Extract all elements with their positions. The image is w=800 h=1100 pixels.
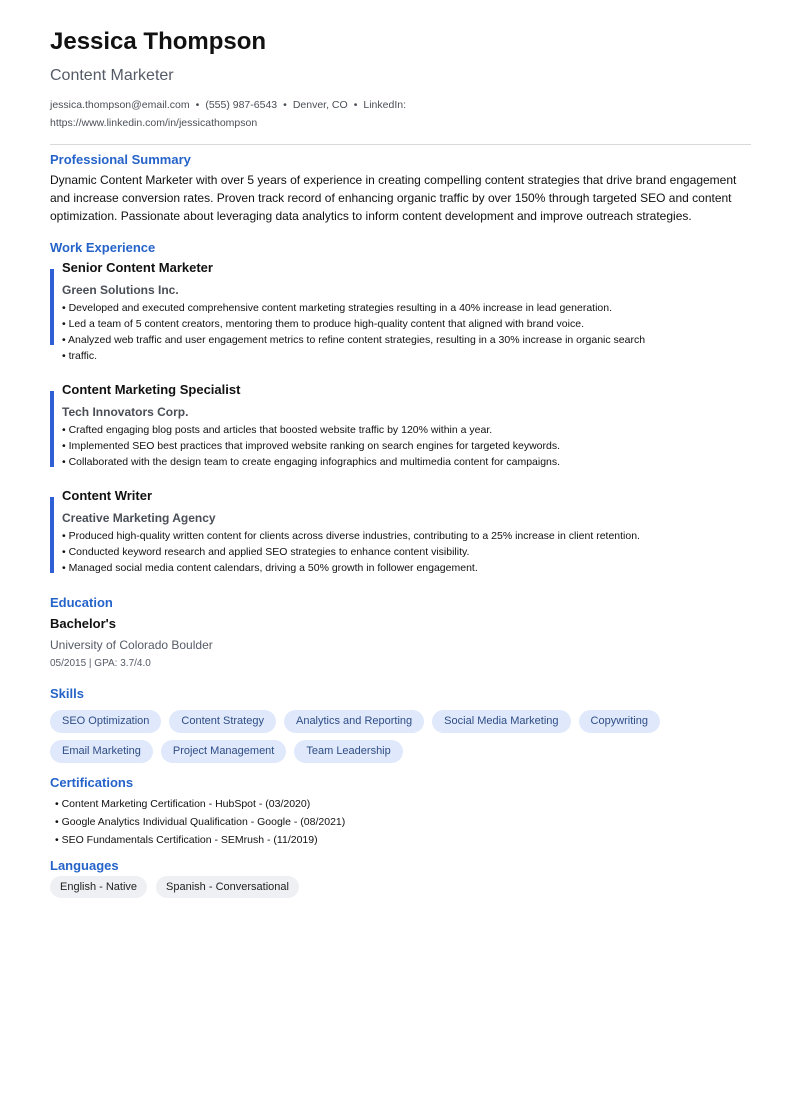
job-company: Green Solutions Inc.	[62, 283, 179, 297]
skills-list	[50, 710, 760, 770]
experience-heading: Work Experience	[50, 240, 156, 255]
skill-chip: Project Management	[161, 740, 287, 763]
linkedin-label: LinkedIn:	[363, 99, 406, 111]
list-item: • Analyzed web traffic and user engagement metrics to refine content strategies, resulting in a 30% increase in organic search	[62, 334, 646, 346]
separator: •	[283, 99, 287, 111]
list-item: • Managed social media content calendars, driving a 50% growth in follower engagement.	[62, 562, 478, 574]
skill-chip: Social Media Marketing	[432, 710, 570, 733]
job-bullets	[62, 300, 751, 364]
list-item: • Produced high-quality written content for clients across diverse industries, contributing to a 25% increase in client retention.	[62, 530, 640, 542]
list-item: • Conducted keyword research and applied SEO strategies to enhance content visibility.	[62, 546, 470, 558]
education-degree: Bachelor's	[50, 616, 116, 631]
job-title: Content Writer	[62, 488, 153, 503]
contact-info	[50, 96, 410, 132]
education-school: University of Colorado Boulder	[50, 638, 213, 652]
linkedin-url-link[interactable]: https://www.linkedin.com/in/jessicathompson	[50, 117, 258, 129]
location: Denver, CO	[292, 99, 348, 111]
job-title: Senior Content Marketer	[62, 260, 213, 275]
job-entry	[50, 382, 751, 470]
education-meta: 05/2015 | GPA: 3.7/4.0	[50, 658, 151, 669]
job-entry	[50, 260, 751, 364]
email-link[interactable]: jessica.thompson@email.com	[50, 99, 190, 111]
skills-heading: Skills	[50, 686, 84, 701]
job-bullets	[62, 528, 751, 576]
summary-text: Dynamic Content Marketer with over 5 years of experience in creating compelling content strategies that drive brand engagement and increase conversion rates. Proven track record of enhancing organic traffic by over 150% through targeted SEO and content optimization. Passionate about leveraging data analytics to inform content development and improve outreach strategies.	[50, 173, 737, 223]
list-item: • Led a team of 5 content creators, mentoring them to produce high-quality content that aligned with brand voice.	[62, 318, 584, 330]
list-item: • Content Marketing Certification - HubSpot - (03/2020)	[55, 798, 311, 810]
job-bullets	[62, 422, 751, 470]
languages-list	[50, 876, 751, 898]
skill-chip: Email Marketing	[50, 740, 153, 763]
skill-chip: Team Leadership	[294, 740, 402, 763]
skill-chip: SEO Optimization	[50, 710, 161, 733]
candidate-title: Content Marketer	[50, 67, 174, 84]
job-accent-bar	[50, 497, 54, 573]
candidate-name: Jessica Thompson	[50, 28, 267, 55]
job-accent-bar	[50, 269, 54, 345]
list-item: • Crafted engaging blog posts and articles that boosted website traffic by 120% within a year.	[62, 424, 493, 436]
skill-chip: Content Strategy	[169, 710, 276, 733]
separator: •	[353, 99, 358, 111]
list-item: • Collaborated with the design team to create engaging infographics and multimedia content for campaigns.	[62, 456, 561, 468]
language-chip: Spanish - Conversational	[156, 876, 299, 898]
list-item: • Implemented SEO best practices that improved website ranking on search engines for targeted keywords.	[62, 440, 561, 452]
header-divider	[50, 144, 751, 145]
phone-number: (555) 987-6543	[205, 99, 278, 111]
languages-heading: Languages	[50, 858, 119, 873]
list-item: • traffic.	[62, 350, 97, 362]
separator: •	[195, 99, 200, 111]
language-chip: English - Native	[50, 876, 147, 898]
summary-heading: Professional Summary	[50, 152, 191, 167]
job-entry	[50, 488, 751, 576]
certifications-list	[50, 795, 751, 849]
list-item: • Developed and executed comprehensive content marketing strategies resulting in a 40% increase in lead generation.	[62, 302, 613, 314]
job-title: Content Marketing Specialist	[62, 382, 241, 397]
certifications-heading: Certifications	[50, 775, 134, 790]
job-company: Creative Marketing Agency	[62, 511, 216, 525]
job-accent-bar	[50, 391, 54, 467]
list-item: • SEO Fundamentals Certification - SEMrush - (11/2019)	[55, 834, 318, 846]
skill-chip: Copywriting	[579, 710, 660, 733]
education-heading: Education	[50, 595, 113, 610]
list-item: • Google Analytics Individual Qualification - Google - (08/2021)	[55, 816, 346, 828]
job-company: Tech Innovators Corp.	[62, 405, 189, 419]
skill-chip: Analytics and Reporting	[284, 710, 424, 733]
